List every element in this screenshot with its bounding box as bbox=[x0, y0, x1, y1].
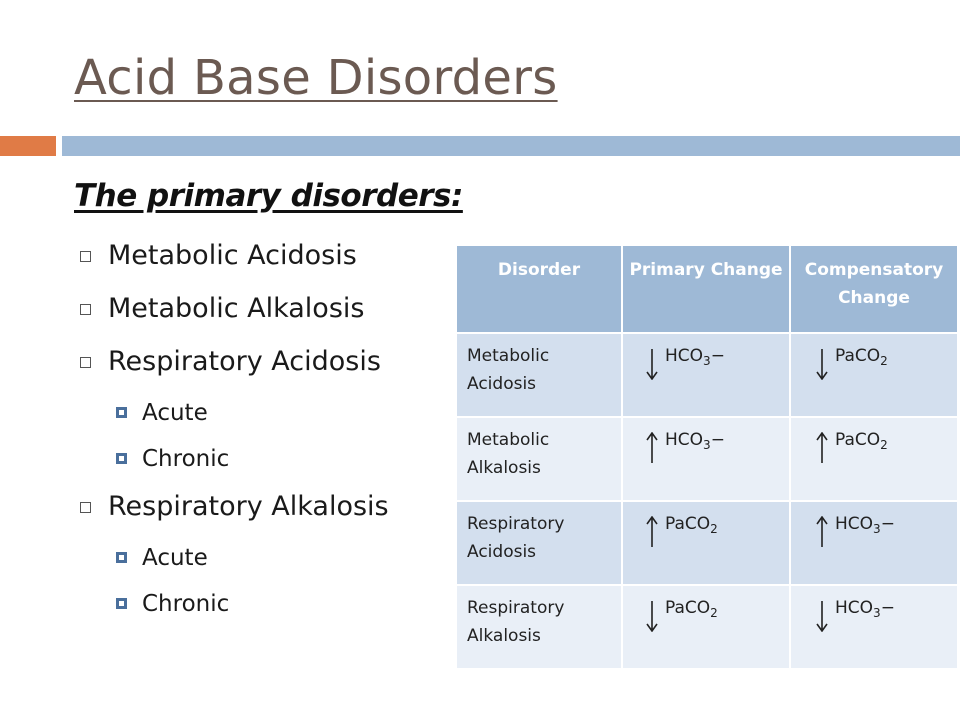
sub-list-item-label: Chronic bbox=[142, 446, 230, 472]
square-bullet-icon bbox=[80, 357, 91, 368]
chem-charge: − bbox=[880, 514, 895, 534]
compensatory-change-cell bbox=[790, 417, 958, 501]
disorder-cell: Metabolic Alkalosis bbox=[457, 417, 622, 501]
primary-change-cell bbox=[622, 417, 790, 501]
arrow-up-icon bbox=[645, 432, 659, 464]
compensatory-change-cell bbox=[790, 585, 958, 668]
list-item bbox=[74, 236, 454, 289]
table-row bbox=[457, 417, 958, 501]
primary-change-value bbox=[645, 346, 725, 366]
list-item bbox=[74, 342, 454, 395]
chem-subscript: 3 bbox=[873, 522, 881, 536]
filled-square-bullet-icon bbox=[116, 407, 127, 418]
list-item bbox=[74, 289, 454, 342]
sub-list-item bbox=[74, 395, 454, 441]
chem-subscript: 2 bbox=[710, 606, 718, 620]
primary-change-cell bbox=[622, 501, 790, 585]
arrow-down-icon bbox=[645, 600, 659, 632]
chem-formula: PaCO bbox=[665, 598, 711, 618]
arrow-up-icon bbox=[815, 432, 829, 464]
chem-formula: PaCO bbox=[835, 346, 881, 366]
accent-bar-blue bbox=[62, 136, 960, 156]
sub-list-item bbox=[74, 441, 454, 487]
chem-subscript: 3 bbox=[703, 438, 711, 452]
list-item-label: Respiratory Alkalosis bbox=[108, 491, 389, 522]
chem-formula: PaCO bbox=[835, 430, 881, 450]
compensatory-change-value bbox=[815, 598, 895, 618]
chem-subscript: 2 bbox=[710, 522, 718, 536]
table-row bbox=[457, 333, 958, 417]
filled-square-bullet-icon bbox=[116, 552, 127, 563]
sub-list-item bbox=[74, 540, 454, 586]
sub-list-item-label: Acute bbox=[142, 545, 208, 571]
compensatory-change-cell bbox=[790, 501, 958, 585]
chem-formula: HCO bbox=[835, 514, 874, 534]
table-row bbox=[457, 501, 958, 585]
table-row bbox=[457, 585, 958, 668]
primary-change-value bbox=[645, 598, 718, 618]
primary-change-value bbox=[645, 514, 718, 534]
primary-change-value bbox=[645, 430, 725, 450]
compensatory-change-value bbox=[815, 346, 888, 366]
chem-subscript: 2 bbox=[880, 354, 888, 368]
square-bullet-icon bbox=[80, 502, 91, 513]
compensatory-change-cell bbox=[790, 333, 958, 417]
table-header-row bbox=[457, 246, 958, 333]
list-item-label: Respiratory Acidosis bbox=[108, 346, 381, 377]
arrow-down-icon bbox=[815, 348, 829, 380]
list-item bbox=[74, 487, 454, 540]
section-heading: The primary disorders: bbox=[74, 178, 463, 214]
compensatory-change-value bbox=[815, 430, 888, 450]
square-bullet-icon bbox=[80, 251, 91, 262]
primary-change-cell bbox=[622, 585, 790, 668]
primary-change-cell bbox=[622, 333, 790, 417]
chem-charge: − bbox=[880, 598, 895, 618]
filled-square-bullet-icon bbox=[116, 453, 127, 464]
list-item-label: Metabolic Alkalosis bbox=[108, 293, 365, 324]
header-disorder: Disorder bbox=[457, 246, 622, 333]
chem-subscript: 3 bbox=[873, 606, 881, 620]
arrow-up-icon bbox=[815, 516, 829, 548]
header-compensatory-change: Compensatory Change bbox=[790, 246, 958, 333]
disorder-list bbox=[74, 236, 454, 632]
arrow-down-icon bbox=[815, 600, 829, 632]
chem-charge: − bbox=[710, 430, 725, 450]
sub-list-item-label: Chronic bbox=[142, 591, 230, 617]
chem-formula: HCO bbox=[665, 346, 704, 366]
list-item-label: Metabolic Acidosis bbox=[108, 240, 357, 271]
filled-square-bullet-icon bbox=[116, 598, 127, 609]
chem-formula: HCO bbox=[835, 598, 874, 618]
disorder-cell: Metabolic Acidosis bbox=[457, 333, 622, 417]
chem-formula: HCO bbox=[665, 430, 704, 450]
arrow-down-icon bbox=[645, 348, 659, 380]
accent-bar-orange bbox=[0, 136, 56, 156]
slide-title: Acid Base Disorders bbox=[74, 50, 558, 106]
disorder-cell: Respiratory Acidosis bbox=[457, 501, 622, 585]
header-primary-change: Primary Change bbox=[622, 246, 790, 333]
sub-list-item-label: Acute bbox=[142, 400, 208, 426]
chem-formula: PaCO bbox=[665, 514, 711, 534]
chem-charge: − bbox=[710, 346, 725, 366]
square-bullet-icon bbox=[80, 304, 91, 315]
compensatory-change-value bbox=[815, 514, 895, 534]
disorders-table bbox=[457, 246, 959, 668]
disorder-cell: Respiratory Alkalosis bbox=[457, 585, 622, 668]
chem-subscript: 3 bbox=[703, 354, 711, 368]
sub-list-item bbox=[74, 586, 454, 632]
chem-subscript: 2 bbox=[880, 438, 888, 452]
arrow-up-icon bbox=[645, 516, 659, 548]
